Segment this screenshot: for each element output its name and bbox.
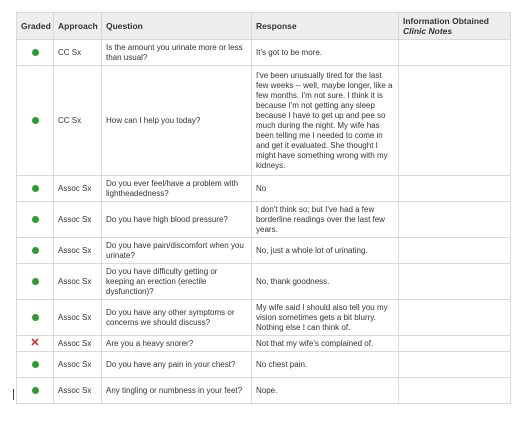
table-row [17,66,511,176]
response-cell: It's got to be more. [252,40,399,66]
question-cell: How can I help you today? [102,66,252,176]
green-dot-icon [32,361,39,368]
green-dot-icon [32,216,39,223]
table-row [17,352,511,378]
graded-cell [17,40,54,66]
approach-cell: Assoc Sx [54,300,102,336]
graded-cell [17,238,54,264]
question-cell: Do you have high blood pressure? [102,202,252,238]
graded-cell [17,352,54,378]
info-cell [399,176,511,202]
approach-cell: CC Sx [54,40,102,66]
header-info-sublabel: Clinic Notes [403,26,453,36]
green-dot-icon [32,117,39,124]
response-cell: I don't think so; but I've had a few borderline readings over the last few years. [252,202,399,238]
table-row [17,176,511,202]
green-dot-icon [32,314,39,321]
response-cell: No [252,176,399,202]
question-cell: Do you ever feel/have a problem with lightheadedness? [102,176,252,202]
table-row [17,202,511,238]
approach-cell: Assoc Sx [54,336,102,352]
header-question: Question [102,13,252,40]
question-cell: Are you a heavy snorer? [102,336,252,352]
header-response: Response [252,13,399,40]
approach-cell: Assoc Sx [54,378,102,404]
info-cell [399,300,511,336]
text-cursor [13,389,14,400]
table-row [17,336,511,352]
response-cell: No, thank goodness. [252,264,399,300]
table-row [17,238,511,264]
green-dot-icon [32,185,39,192]
table-row [17,264,511,300]
header-information-obtained [399,13,511,40]
table-row [17,378,511,404]
graded-cell [17,378,54,404]
approach-cell: Assoc Sx [54,352,102,378]
graded-cell [17,202,54,238]
interview-table [16,12,511,404]
question-cell: Any tingling or numbness in your feet? [102,378,252,404]
approach-cell: Assoc Sx [54,176,102,202]
graded-cell [17,300,54,336]
green-dot-icon [32,278,39,285]
red-x-icon: ✕ [30,337,40,350]
info-cell [399,202,511,238]
question-cell: Is the amount you urinate more or less than usual? [102,40,252,66]
question-cell: Do you have any pain in your chest? [102,352,252,378]
response-cell: My wife said I should also tell you my vision sometimes gets a bit blurry. Nothing else I can think of. [252,300,399,336]
info-cell [399,352,511,378]
graded-cell [17,336,54,352]
green-dot-icon [32,49,39,56]
green-dot-icon [32,387,39,394]
response-cell: Nope. [252,378,399,404]
graded-cell [17,176,54,202]
info-cell [399,378,511,404]
header-approach: Approach [54,13,102,40]
header-info-label: Information Obtained [403,16,489,26]
graded-cell [17,66,54,176]
approach-cell: Assoc Sx [54,264,102,300]
table-header-row [17,13,511,40]
interview-table-container [16,12,510,404]
response-cell: No, just a whole lot of urinating. [252,238,399,264]
response-cell: No chest pain. [252,352,399,378]
info-cell [399,40,511,66]
table-row [17,40,511,66]
response-cell: I've been unusually tired for the last few weeks -- well, maybe longer, like a few months. I'm not sure. I think it is because I'm not getting any sleep because I have to get up and pee so much during the night. My wife has been telling me I needed to come in and get it evaluated. She thought I might have something wrong with my kidneys. [252,66,399,176]
approach-cell: Assoc Sx [54,238,102,264]
table-row [17,300,511,336]
info-cell [399,238,511,264]
info-cell [399,264,511,300]
graded-cell [17,264,54,300]
question-cell: Do you have any other symptoms or concerns we should discuss? [102,300,252,336]
approach-cell: CC Sx [54,66,102,176]
approach-cell: Assoc Sx [54,202,102,238]
green-dot-icon [32,247,39,254]
header-graded: Graded [17,13,54,40]
question-cell: Do you have pain/discomfort when you urinate? [102,238,252,264]
info-cell [399,66,511,176]
response-cell: Not that my wife's complained of. [252,336,399,352]
info-cell [399,336,511,352]
question-cell: Do you have difficulty getting or keeping an erection (erectile dysfunction)? [102,264,252,300]
